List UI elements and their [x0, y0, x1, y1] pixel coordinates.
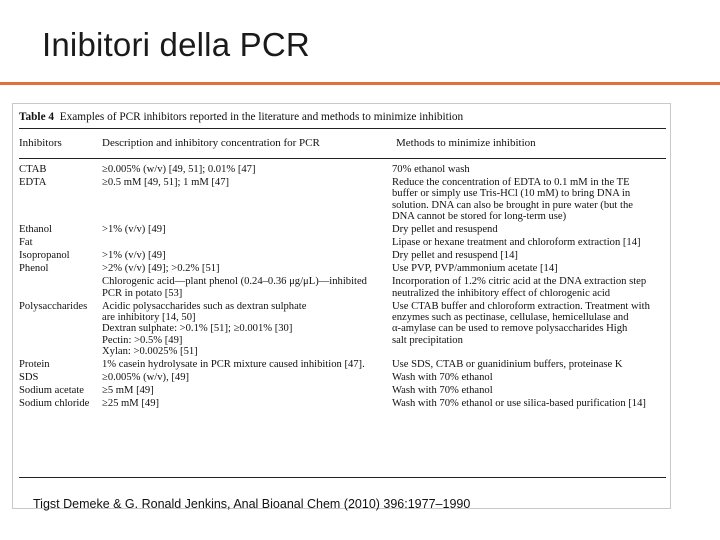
description-line: Chlorogenic acid—plant phenol (0.24–0.36 μg/μL)—inhibited — [102, 276, 367, 288]
table-row — [19, 263, 666, 274]
table-row — [19, 398, 666, 409]
description-line: ≥0.005% (w/v) [49, 51]; 0.01% [47] — [102, 164, 256, 175]
methods-line: DNA cannot be stored for long-term use) — [392, 211, 567, 223]
description-line: ≥0.5 mM [49, 51]; 1 mM [47] — [102, 177, 230, 188]
slide-title: Inibitori della PCR — [42, 26, 310, 63]
methods-line: salt precipitation — [392, 334, 463, 346]
table-bottom-rule — [19, 477, 666, 478]
methods-line: Lipase or hexane treatment and chloroform extraction [14] — [392, 237, 641, 249]
table-row — [19, 372, 666, 383]
methods-line: Wash with 70% ethanol or use silica-based purification [14] — [392, 398, 646, 410]
methods-cell — [392, 237, 666, 248]
inhibitor-cell: SDS — [19, 372, 39, 384]
inhibitor-cell: CTAB — [19, 164, 47, 175]
description-cell — [102, 301, 392, 358]
description-cell — [102, 385, 392, 396]
methods-line: Reduce the concentration of EDTA to 0.1 mM in the TE — [392, 177, 630, 188]
methods-line: enzymes such as pectinase, cellulase, hemicellulase and — [392, 312, 629, 324]
methods-line: Use PVP, PVP/ammonium acetate [14] — [392, 263, 558, 275]
header-bottom-rule — [19, 158, 666, 159]
inhibitor-cell: Sodium chloride — [19, 398, 90, 410]
table-caption — [19, 111, 463, 123]
methods-cell — [392, 398, 666, 409]
description-cell — [102, 372, 392, 383]
description-line: Pectin: >0.5% [49] — [102, 334, 183, 346]
methods-line: solution. DNA can also be brought in pure water (but the — [392, 199, 633, 211]
inhibitor-cell: Polysaccharides — [19, 300, 88, 312]
description-line: >1% (v/v) [49] — [102, 250, 166, 262]
inhibitors-table-image — [12, 103, 671, 509]
description-line: >1% (v/v) [49] — [102, 224, 166, 236]
inhibitor-cell: Phenol — [19, 263, 49, 275]
description-line: Acidic polysaccharides such as dextran sulphate — [102, 300, 307, 312]
table-row — [19, 224, 666, 235]
description-line: ≥5 mM [49] — [102, 385, 154, 397]
description-cell — [102, 224, 392, 235]
description-line: ≥25 mM [49] — [102, 398, 160, 410]
inhibitor-cell: EDTA — [19, 177, 47, 188]
methods-line: Use SDS, CTAB or guanidinium buffers, proteinase K — [392, 359, 623, 371]
table-row — [19, 385, 666, 396]
description-line: 1% casein hydrolysate in PCR mixture caused inhibition [47]. — [102, 359, 365, 371]
header-methods: Methods to minimize inhibition — [396, 137, 536, 149]
methods-line: neutralized the inhibitory effect of chlorogenic acid — [392, 287, 611, 299]
description-line: PCR in potato [53] — [102, 287, 183, 299]
inhibitor-cell: Protein — [19, 359, 50, 371]
inhibitor-cell: Ethanol — [19, 224, 52, 236]
methods-line: Wash with 70% ethanol — [392, 372, 493, 384]
description-cell — [102, 177, 392, 223]
inhibitor-cell: Sodium acetate — [19, 385, 85, 397]
methods-cell — [392, 263, 666, 274]
table-row — [19, 237, 666, 248]
table-top-rule — [19, 128, 666, 129]
methods-line: buffer or simply use Tris-HCl (10 mM) to bring DNA in — [392, 188, 631, 200]
methods-cell — [392, 385, 666, 396]
description-line: are inhibitory [14, 50] — [102, 312, 196, 324]
methods-cell — [392, 359, 666, 370]
table-row — [19, 276, 666, 299]
inhibitor-cell: Fat — [19, 237, 33, 249]
description-cell — [102, 237, 392, 248]
description-cell — [102, 164, 392, 175]
methods-cell — [392, 372, 666, 383]
methods-line: Incorporation of 1.2% citric acid at the DNA extraction step — [392, 276, 647, 288]
methods-line: 70% ethanol wash — [392, 164, 470, 175]
table-row — [19, 359, 666, 370]
methods-cell — [392, 250, 666, 261]
methods-line: Wash with 70% ethanol — [392, 385, 493, 397]
header-description: Description and inhibitory concentration for PCR — [102, 137, 320, 149]
description-line: >2% (v/v) [49]; >0.2% [51] — [102, 263, 220, 275]
methods-line: Dry pellet and resuspend — [392, 224, 498, 236]
description-line: Xylan: >0.0025% [51] — [102, 346, 198, 358]
methods-cell — [392, 224, 666, 235]
methods-cell — [392, 276, 666, 299]
description-cell — [102, 276, 392, 299]
table-row — [19, 250, 666, 261]
description-cell — [102, 398, 392, 409]
methods-line: Dry pellet and resuspend [14] — [392, 250, 518, 262]
methods-cell — [392, 301, 666, 358]
description-cell — [102, 263, 392, 274]
methods-cell — [392, 177, 666, 223]
table-row — [19, 164, 666, 175]
table-row — [19, 301, 666, 358]
methods-line: α-amylase can be used to remove polysaccharides High — [392, 323, 628, 335]
inhibitor-cell: Isopropanol — [19, 250, 70, 262]
description-line: Dextran sulphate: >0.1% [51]; ≥0.001% [30] — [102, 323, 293, 335]
description-cell — [102, 359, 392, 370]
methods-line: Use CTAB buffer and chloroform extraction. Treatment with — [392, 300, 650, 312]
methods-cell — [392, 164, 666, 175]
title-divider — [0, 82, 720, 85]
table-caption-text: Examples of PCR inhibitors reported in the literature and methods to minimize inhibition — [59, 111, 464, 123]
description-line: ≥0.005% (w/v), [49] — [102, 372, 190, 384]
table-row — [19, 177, 666, 223]
description-cell — [102, 250, 392, 261]
citation: Tigst Demeke & G. Ronald Jenkins, Anal Bioanal Chem (2010) 396:1977–1990 — [33, 497, 471, 511]
table-caption-label: Table 4 — [19, 111, 55, 123]
header-inhibitors: Inhibitors — [19, 137, 62, 149]
inhibitor-cell — [19, 276, 102, 299]
table-body — [19, 164, 666, 411]
